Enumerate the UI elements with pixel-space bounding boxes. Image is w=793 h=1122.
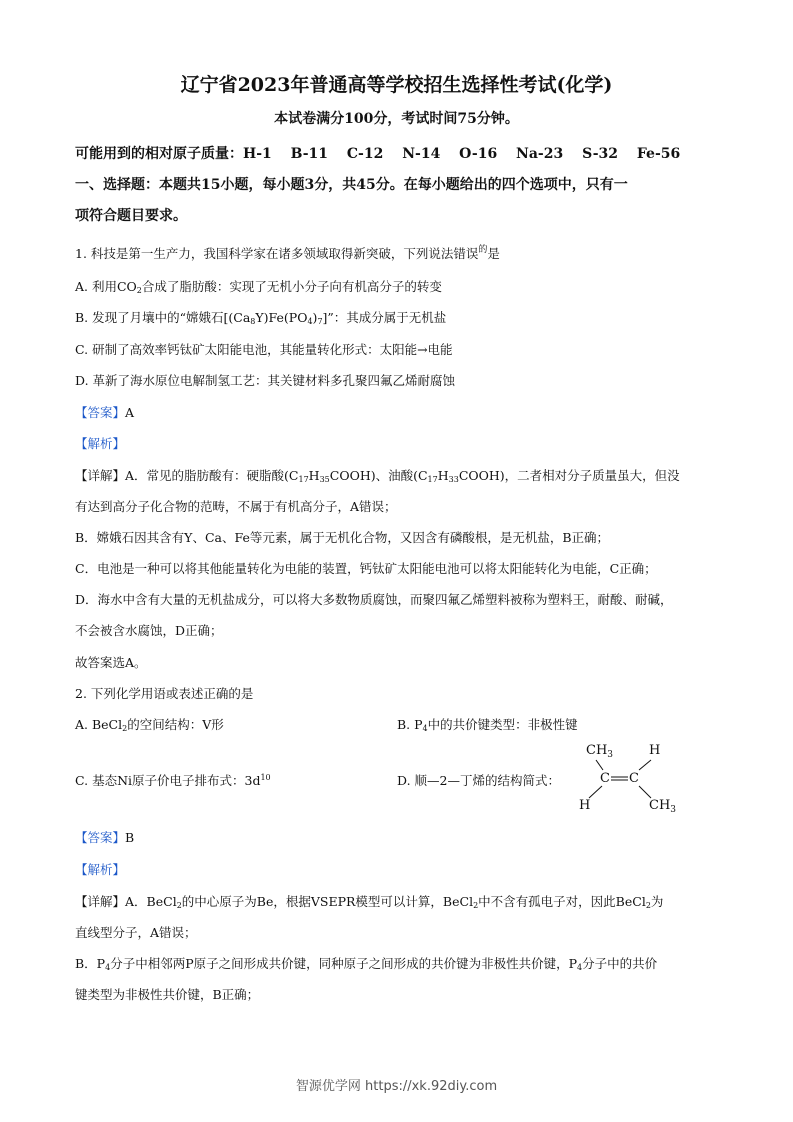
q1-answer-label: 【答案】 [75,405,126,420]
q1-option-d: D. 革新了海水原位电解制氢工艺：其关键材料多孔聚四氟乙烯耐腐蚀 [75,373,456,388]
section-heading-line1: 一、选择题：本题共15小题，每小题3分，共45分。在每小题给出的四个选项中，只有一 [75,177,628,193]
q1-detail-1-c: COOH)、油酸(C [329,468,428,483]
q2-detail-1-line2: 直线型分子，A错误； [75,925,197,940]
q2-option-c [75,771,271,789]
q1-analysis-label: 【解析】 [75,436,126,451]
q1-answer [75,403,134,421]
q2-option-a-text: A. BeCl [75,717,123,732]
q2-option-b-text: B. P [397,717,423,732]
q1-option-a [75,277,442,295]
q2-detail-2-s2: 4 [577,963,583,972]
bond-c-left-h [589,786,602,798]
q1-conclusion: 故答案选A。 [75,655,147,670]
q2-detail-1 [75,892,663,910]
q1-option-b-paren: ) [312,310,318,325]
q2-detail-label: 【详解】 [75,894,126,909]
q1-stem-sup: 的 [478,245,488,255]
q2-detail-1-d: 为 [650,894,664,909]
q1-option-b-text: B. 发现了月壤中的“嫦娥石[(Ca [75,310,251,325]
q2-detail-1-s1: 2 [176,901,182,910]
q1-detail-4-line2: 不会被含水腐蚀，D正确； [75,623,223,638]
q2-detail-2-s1: 4 [105,963,111,972]
q1-option-b-sub1: 8 [250,317,256,326]
q2-detail-1-a: A．BeCl [125,894,177,909]
q1-detail-1-a: A．常见的脂肪酸有：硬脂酸(C [125,468,299,483]
bond-c-right-ch3 [639,786,651,798]
q1-answer-value: A [125,405,135,420]
struct-ch3-bottom-right: $CH_3$ [649,798,677,815]
q1-detail-4: D．海水中含有大量的无机盐成分，可以将大多数物质腐蚀，而聚四氟乙烯塑料被称为塑料王，耐酸、耐碱， [75,592,673,607]
q2-answer-value: B [125,830,135,845]
q1-option-a-rest: 合成了脂肪酸：实现了无机小分子向有机高分子的转变 [141,279,442,294]
q2-detail-1-s3: 2 [645,901,651,910]
q1-option-b [75,308,446,326]
q1-option-b-sub2: 4 [307,317,313,326]
q1-detail-label: 【详解】 [75,468,126,483]
q2-detail-2-line2: 键类型为非极性共价键，B正确； [75,987,260,1002]
q2-option-c-sup: 10 [260,773,271,782]
struct-c-left: C [600,771,610,786]
cis-2-butene-svg [573,738,723,818]
q1-option-c: C. 研制了高效率钙钛矿太阳能电池，其能量转化形式：太阳能→电能 [75,342,453,357]
bond-c-right-h [639,760,651,770]
q2-analysis-label: 【解析】 [75,862,126,877]
page-title: 辽宁省2023年普通高等学校招生选择性考试(化学) [180,74,613,96]
q2-detail-1-b: 的中心原子为Be，根据VSEPR模型可以计算，BeCl [181,894,474,909]
q1-detail-1-e: COOH)，二者相对分子质量虽大，但没 [458,468,680,483]
q2-option-a-sub: 2 [122,724,128,733]
q1-stem [75,244,500,262]
cis-2-butene-structure [573,738,723,818]
q2-detail-2-a: B．P [75,956,106,971]
q1-detail-1-s3: 17 [427,475,438,484]
q1-option-b-sub3: 7 [317,317,323,326]
q2-detail-2 [75,954,657,972]
q1-detail-2: B．嫦娥石因其含有Y、Ca、Fe等元素，属于无机化合物，又因含有磷酸根，是无机盐，B正确； [75,530,610,545]
atomic-mass-line: 可能用到的相对原子质量：H-1 B-11 C-12 N-14 O-16 Na-23 S-32 Fe-56 [75,146,681,162]
q2-detail-2-c: 分子中的共价 [582,956,658,971]
q1-option-b-rest: ]”：其成分属于无机盐 [322,310,447,325]
q1-stem-end: 是 [487,246,500,261]
q2-option-b-rest: 中的共价键类型：非极性键 [427,717,578,732]
struct-ch3-top-left: $CH_3$ [586,743,614,760]
footer-watermark: 智源优学网 https://xk.92diy.com [295,1079,498,1094]
exam-subtitle: 本试卷满分100分，考试时间75分钟。 [274,111,519,127]
q2-answer [75,828,134,846]
section-heading-line2: 项符合题目要求。 [75,208,187,224]
q1-detail-1-b: H [308,468,320,483]
q1-option-a-text: A. 利用CO [75,279,137,294]
q1-detail-1-line2: 有达到高分子化合物的范畴，不属于有机高分子，A错误； [75,499,397,514]
struct-h-top-right: H [649,743,661,758]
struct-h-bottom-left: H [579,798,591,813]
q1-detail-1-s2: 35 [319,475,330,484]
q2-option-a-rest: 的空间结构：V形 [127,717,224,732]
q2-stem: 2. 下列化学用语或表述正确的是 [75,686,254,701]
q1-detail-3: C．电池是一种可以将其他能量转化为电能的装置，钙钛矿太阳能电池可以将太阳能转化为电能，C正确； [75,561,657,576]
q2-answer-label: 【答案】 [75,830,126,845]
q2-detail-1-s2: 2 [473,901,479,910]
q1-detail-1-s4: 33 [448,475,459,484]
q2-option-b-sub: 4 [422,724,428,733]
q1-detail-1-s1: 17 [298,475,309,484]
q2-option-b [397,715,578,733]
q1-option-a-sub: 2 [136,286,142,295]
q1-detail-1-d: H [437,468,449,483]
struct-c-right: C [629,771,639,786]
q1-stem-text: 1. 科技是第一生产力，我国科学家在诸多领域取得新突破，下列说法错误 [75,246,479,261]
q2-detail-2-b: 分子中相邻两P原子之间形成共价键，同种原子之间形成的共价键为非极性共价键，P [110,956,578,971]
q1-option-b-mid: Y)Fe(PO [255,310,308,325]
q2-detail-1-c: 中不含有孤电子对，因此BeCl [478,894,646,909]
q2-option-c-text: C. 基态Ni原子价电子排布式：3d [75,773,261,788]
bond-ch3-c-left [596,760,603,770]
q1-detail-1 [75,466,680,484]
q2-option-d: D. 顺—2—丁烯的结构简式： [397,773,560,788]
q2-option-a [75,715,224,733]
